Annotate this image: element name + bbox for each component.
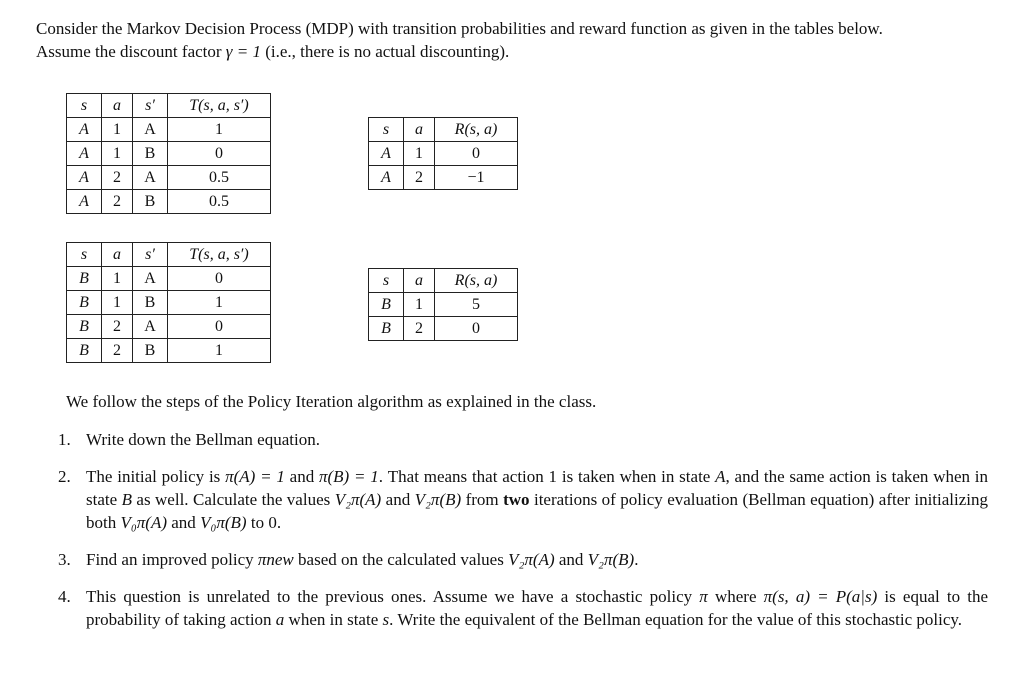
cell-t: 1 [168,339,271,363]
cell-s-prime: A [133,315,168,339]
q3-math: πnew [257,550,294,569]
cell-a: 2 [404,166,435,190]
cell-t: 0 [168,142,271,166]
cell-s-prime: A [133,166,168,190]
cell-a: 2 [102,315,133,339]
reward-table-state-a [368,117,518,190]
header-s-prime: s′ [133,243,168,267]
q4-text: where [707,587,764,606]
table-header-row [369,118,518,142]
q2-text: iterations of policy evaluation (Bellman equation) after initializing both [86,490,989,532]
lead-text: We follow the steps of the Policy Iteration algorithm as explained in the class. [66,392,597,411]
q2-text: and [284,467,319,486]
q2-math: V₂π(A) [334,490,382,509]
q2-math: V₀π(A) [120,513,168,532]
q2-math: π(B) = 1 [318,467,379,486]
transition-table-state-b [66,242,271,363]
cell-r: 0 [435,317,518,341]
q2-text: as well. Calculate the values [131,490,335,509]
q2-math: V₂π(B) [414,490,462,509]
cell-t: 0.5 [168,166,271,190]
cell-a: 2 [102,190,133,214]
cell-a: 1 [102,267,133,291]
cell-s: B [67,267,102,291]
table-row [369,317,518,341]
header-reward: R(s, a) [435,269,518,293]
header-transition: T(s, a, s′) [168,94,271,118]
table-row [369,166,518,190]
q2-text: from [461,490,504,509]
question-2 [58,465,988,534]
q4-math: π [699,587,708,606]
cell-a: 1 [404,142,435,166]
question-number: 3. [58,550,71,569]
table-row [67,118,271,142]
q2-text: and [167,513,201,532]
q4-text: when in state [284,610,383,629]
header-s: s [369,269,404,293]
cell-s-prime: B [133,190,168,214]
cell-s: A [369,166,404,190]
q2-text: and [381,490,415,509]
table-row [67,291,271,315]
q4-text: . Write the equivalent of the Bellman equation for the value of this stochastic policy. [389,610,963,629]
intro-line-1: Consider the Markov Decision Process (MDP) with transition probabilities and reward function as given in the tables below. [36,19,883,38]
table-header-row [67,94,271,118]
transition-table-state-a [66,93,271,214]
cell-a: 1 [102,118,133,142]
reward-table-state-b [368,268,518,341]
cell-a: 1 [102,291,133,315]
q3-math: V₂π(A) [508,550,555,569]
header-s: s [67,243,102,267]
cell-a: 2 [102,166,133,190]
cell-r: 5 [435,293,518,317]
q2-math: π(A) = 1 [225,467,285,486]
cell-s: A [67,118,102,142]
q2-math: B [121,490,132,509]
q2-bold: two [503,490,530,509]
q3-text: Find an improved policy [86,550,258,569]
cell-s: B [67,339,102,363]
q3-text: based on the calculated values [293,550,509,569]
cell-t: 1 [168,291,271,315]
cell-a: 1 [102,142,133,166]
cell-t: 0 [168,267,271,291]
cell-s: B [369,293,404,317]
header-reward: R(s, a) [435,118,518,142]
q2-text: . That means that action 1 is taken when in state [378,467,716,486]
cell-a: 2 [404,317,435,341]
cell-s-prime: B [133,339,168,363]
cell-a: 1 [404,293,435,317]
cell-s: A [67,142,102,166]
header-a: a [404,269,435,293]
q2-math: V₀π(B) [200,513,247,532]
header-s-prime: s′ [133,94,168,118]
q4-text: This question is unrelated to the previous ones. Assume we have a stochastic policy [86,587,700,606]
header-a: a [102,243,133,267]
intro-line-2-suffix: (i.e., there is no actual discounting). [260,42,510,61]
problem-intro [36,17,996,63]
table-row [67,267,271,291]
q3-math: V₂π(B) [587,550,635,569]
question-number: 2. [58,467,71,486]
question-list [58,428,988,645]
table-row [369,293,518,317]
cell-t: 0.5 [168,190,271,214]
cell-t: 1 [168,118,271,142]
q2-text: to 0. [246,513,282,532]
cell-r: −1 [435,166,518,190]
cell-s: B [67,315,102,339]
header-a: a [404,118,435,142]
table-row [67,166,271,190]
header-a: a [102,94,133,118]
cell-s-prime: B [133,142,168,166]
question-text: Write down the Bellman equation. [86,430,320,449]
cell-s-prime: A [133,118,168,142]
q3-text: . [634,550,639,569]
cell-t: 0 [168,315,271,339]
question-number: 4. [58,587,71,606]
q4-math: π(s, a) = P(a|s) [763,587,878,606]
cell-a: 2 [102,339,133,363]
cell-s: A [369,142,404,166]
table-header-row [67,243,271,267]
table-row [369,142,518,166]
header-s: s [67,94,102,118]
header-transition: T(s, a, s′) [168,243,271,267]
table-row [67,190,271,214]
q4-text: is equal to the probability of taking action [86,587,989,629]
header-s: s [369,118,404,142]
question-4 [58,585,988,631]
q4-math: s [382,610,390,629]
question-1 [58,428,988,451]
cell-s: A [67,190,102,214]
intro-line-2-prefix: Assume the discount factor [36,42,226,61]
cell-s-prime: A [133,267,168,291]
question-number: 1. [58,430,71,449]
q2-math: A [715,467,726,486]
cell-s-prime: B [133,291,168,315]
q4-math: a [275,610,285,629]
q2-text: , and the same action is taken when in state [86,467,989,509]
discount-factor: γ = 1 [225,42,261,61]
q3-text: and [554,550,588,569]
table-row [67,142,271,166]
cell-s: B [67,291,102,315]
question-3 [58,548,988,571]
table-row [67,315,271,339]
q2-text: The initial policy is [86,467,226,486]
cell-s: A [67,166,102,190]
table-header-row [369,269,518,293]
cell-r: 0 [435,142,518,166]
cell-s: B [369,317,404,341]
table-row [67,339,271,363]
